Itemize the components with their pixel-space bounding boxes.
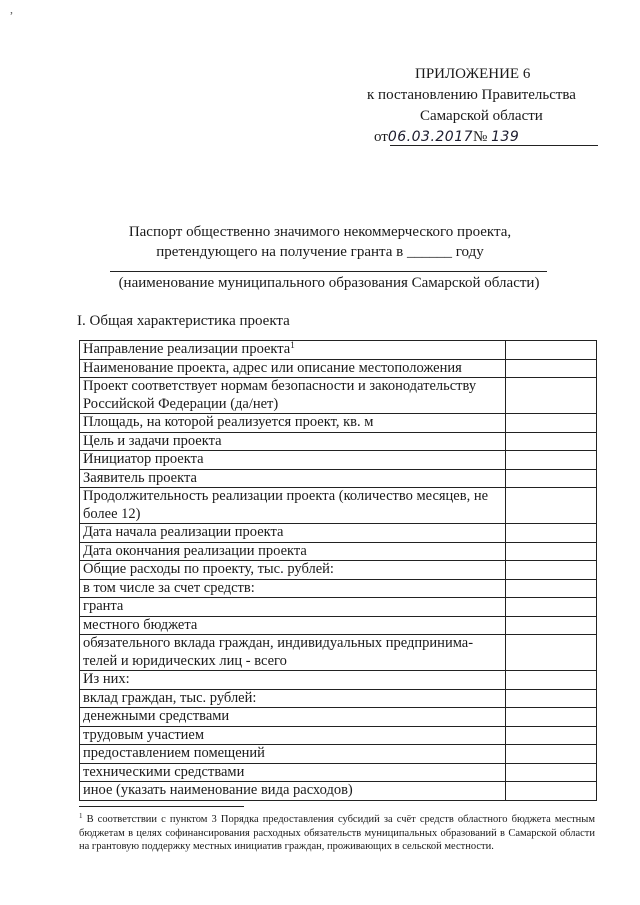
- row-label: денежными средствами: [80, 708, 506, 727]
- row-label: Из них:: [80, 671, 506, 690]
- table-row: [80, 671, 597, 690]
- decree-number: 139: [491, 129, 520, 145]
- row-label: Заявитель проекта: [80, 469, 506, 488]
- row-value-cell[interactable]: [506, 561, 597, 580]
- table-row: [80, 378, 597, 414]
- footnote-separator: [79, 806, 244, 807]
- row-label: Инициатор проекта: [80, 451, 506, 470]
- row-value-cell[interactable]: [506, 414, 597, 433]
- table-row: [80, 524, 597, 543]
- row-value-cell[interactable]: [506, 579, 597, 598]
- municipality-blank-line: [110, 271, 547, 272]
- footnote-mark: 1: [290, 340, 295, 350]
- corner-mark: ,: [10, 2, 13, 16]
- table-row: [80, 763, 597, 782]
- row-label: Площадь, на которой реализуется проект, кв. м: [80, 414, 506, 433]
- passport-title: [0, 222, 640, 262]
- municipality-caption: (наименование муниципального образования Самарской области): [118, 275, 540, 291]
- row-value-cell[interactable]: [506, 782, 597, 801]
- table-row: [80, 469, 597, 488]
- table-row: [80, 598, 597, 617]
- table-row: [80, 451, 597, 470]
- title-line-1: Паспорт общественно значимого некоммерческого проекта,: [128, 224, 512, 240]
- row-value-cell[interactable]: [506, 524, 597, 543]
- table-row: [80, 726, 597, 745]
- row-value-cell[interactable]: [506, 635, 597, 671]
- row-value-cell[interactable]: [506, 671, 597, 690]
- row-value-cell[interactable]: [506, 598, 597, 617]
- region-name: Самарской области: [420, 108, 543, 124]
- row-label: трудовым участием: [80, 726, 506, 745]
- row-label: Проект соответствует нормам безопасности и законодательству Российской Федерации (да/нет): [80, 378, 506, 414]
- row-value-cell[interactable]: [506, 726, 597, 745]
- table-row: [80, 579, 597, 598]
- table-row: [80, 341, 597, 360]
- row-value-cell[interactable]: [506, 469, 597, 488]
- row-label: Наименование проекта, адрес или описание местоположения: [80, 359, 506, 378]
- table-row: [80, 782, 597, 801]
- footnote: [79, 813, 595, 854]
- row-value-cell[interactable]: [506, 763, 597, 782]
- row-label: Продолжительность реализации проекта (количество месяцев, не более 12): [80, 488, 506, 524]
- table-row: [80, 616, 597, 635]
- row-label: в том числе за счет средств:: [80, 579, 506, 598]
- table-row: [80, 561, 597, 580]
- row-value-cell[interactable]: [506, 708, 597, 727]
- row-label: Дата начала реализации проекта: [80, 524, 506, 543]
- table-row: [80, 414, 597, 433]
- number-label: №: [473, 129, 488, 145]
- footnote-number: 1: [79, 812, 83, 820]
- row-label: гранта: [80, 598, 506, 617]
- table-row: [80, 359, 597, 378]
- table-row: [80, 542, 597, 561]
- row-value-cell[interactable]: [506, 542, 597, 561]
- row-value-cell[interactable]: [506, 378, 597, 414]
- title-line-2: претендующего на получение гранта в ______ году: [156, 244, 484, 260]
- row-label: Направление реализации проекта$^1$: [80, 341, 506, 360]
- row-label: иное (указать наименование вида расходов): [80, 782, 506, 801]
- decree-reference: к постановлению Правительства: [367, 87, 576, 103]
- row-label: вклад граждан, тыс. рублей:: [80, 689, 506, 708]
- row-label: предоставлением помещений: [80, 745, 506, 764]
- date-underline: [390, 145, 598, 146]
- row-value-cell[interactable]: [506, 745, 597, 764]
- row-label: Цель и задачи проекта: [80, 432, 506, 451]
- row-value-cell[interactable]: [506, 616, 597, 635]
- project-characteristics-table: [79, 340, 597, 801]
- row-value-cell[interactable]: [506, 451, 597, 470]
- row-label: обязательного вклада граждан, индивидуальных предпринима-телей и юридических лиц - всего: [80, 635, 506, 671]
- row-value-cell[interactable]: [506, 689, 597, 708]
- section-heading: I. Общая характеристика проекта: [77, 313, 290, 329]
- table-row: [80, 689, 597, 708]
- row-label: Общие расходы по проекту, тыс. рублей:: [80, 561, 506, 580]
- row-value-cell[interactable]: [506, 432, 597, 451]
- table-row: [80, 635, 597, 671]
- table-row: [80, 745, 597, 764]
- row-label: местного бюджета: [80, 616, 506, 635]
- row-label: Дата окончания реализации проекта: [80, 542, 506, 561]
- row-value-cell[interactable]: [506, 341, 597, 360]
- row-label: техническими средствами: [80, 763, 506, 782]
- decree-date: 06.03.2017: [387, 129, 474, 145]
- row-value-cell[interactable]: [506, 359, 597, 378]
- table-row: [80, 708, 597, 727]
- row-value-cell[interactable]: [506, 488, 597, 524]
- table-row: [80, 432, 597, 451]
- footnote-text: В соответствии с пунктом 3 Порядка предоставления субсидий за счёт средств областного бюджета местным бюджетам в целях софинансирования расходных обязательств муниципальных образований в Самарской области на грантовую поддержку местных инициатив граждан, проживающих в сельской местности.: [79, 814, 595, 852]
- table-row: [80, 488, 597, 524]
- from-label: от: [374, 129, 388, 145]
- appendix-title: ПРИЛОЖЕНИЕ 6: [415, 66, 531, 82]
